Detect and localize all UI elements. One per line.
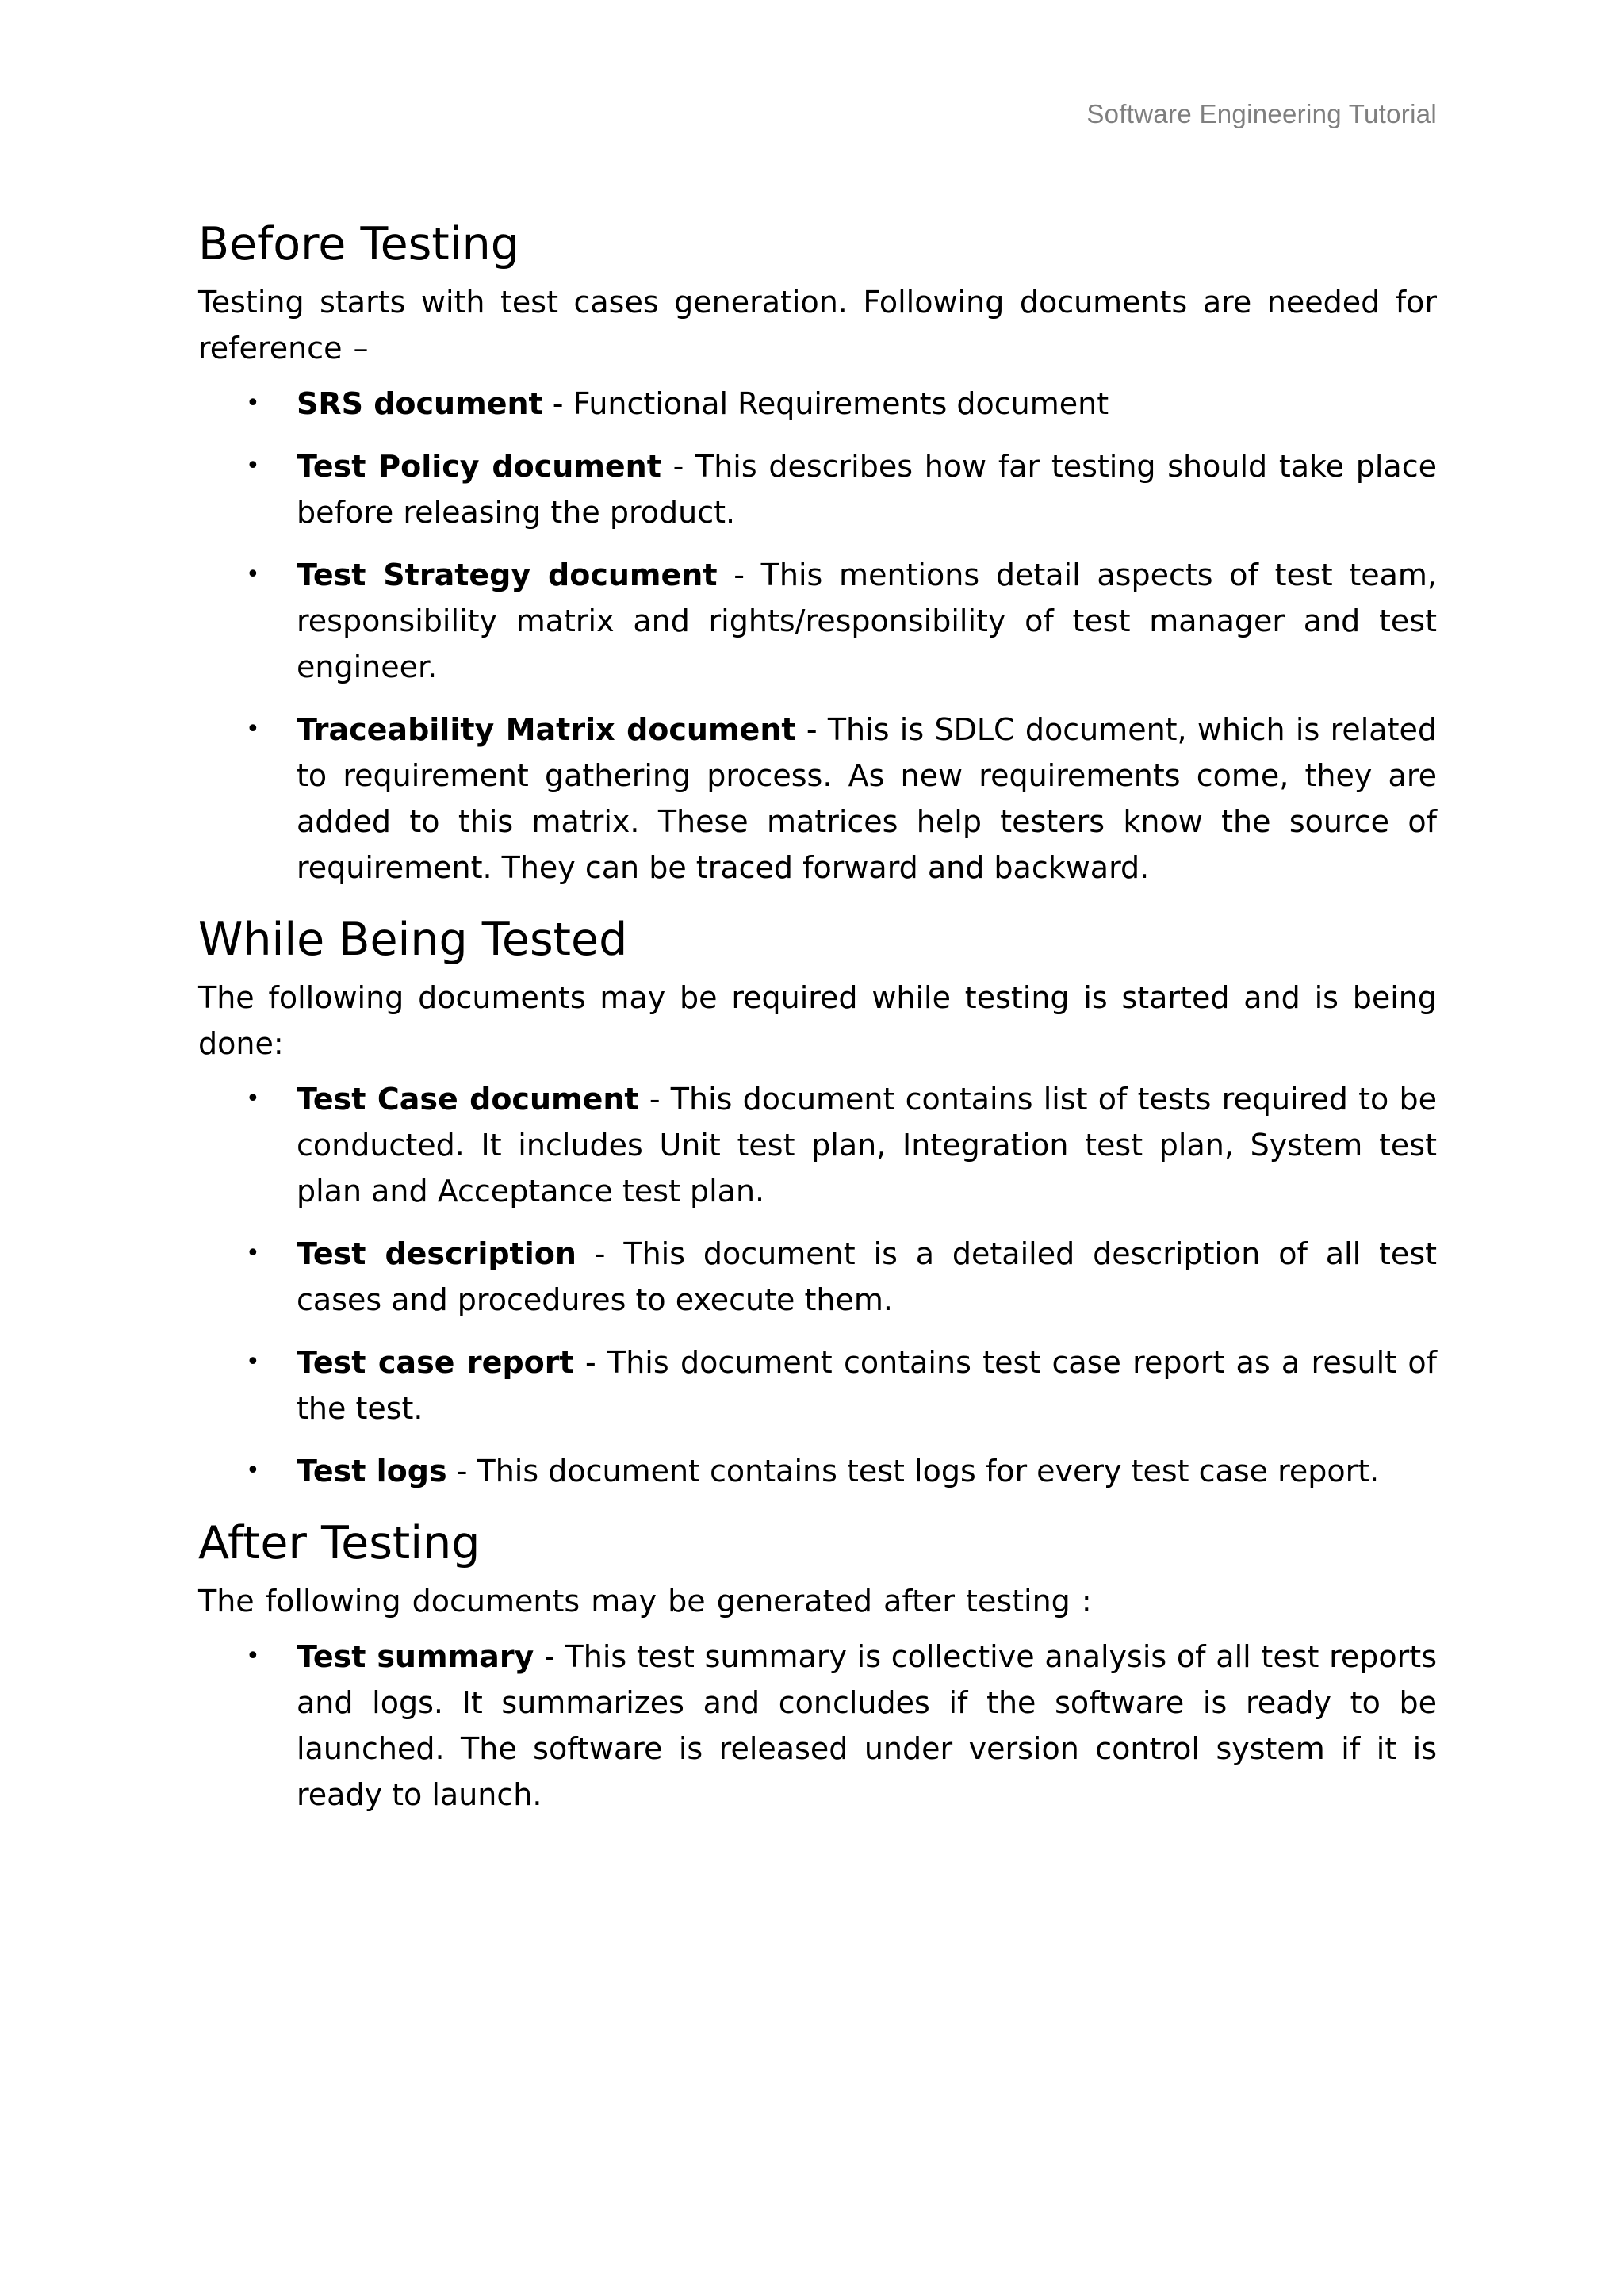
item-term: Test description <box>297 1236 576 1271</box>
document-body <box>198 213 1437 1822</box>
bullet-icon: • <box>246 1457 260 1485</box>
item-description: - This mentions detail aspects of test team, responsibility matrix and rights/responsibility of test manager and test engineer. <box>297 557 1438 684</box>
item-term: Test case report <box>297 1345 574 1380</box>
item-description: - This document contains list of tests required to be conducted. It includes Unit test plan, Integration test plan, System test plan and Acceptance test plan. <box>297 1082 1438 1209</box>
list-item <box>198 707 1437 891</box>
bullet-icon: • <box>246 1239 260 1267</box>
bullet-icon: • <box>246 1348 260 1376</box>
list-item <box>198 381 1437 427</box>
item-term: Test Case document <box>297 1082 639 1117</box>
document-list-before-testing <box>198 381 1437 891</box>
section-intro-while-being-tested: The following documents may be required while testing is started and is being done: <box>198 980 1437 1061</box>
document-list-while-being-tested <box>198 1076 1437 1494</box>
section-heading-while-being-tested: While Being Tested <box>198 914 628 966</box>
item-description: - This describes how far testing should take place before releasing the product. <box>297 449 1437 530</box>
section-intro-before-testing: Testing starts with test cases generation. Following documents are needed for reference – <box>198 285 1437 366</box>
item-description: - Functional Requirements document <box>542 386 1109 421</box>
item-term: Test logs <box>297 1454 447 1488</box>
section-heading-after-testing: After Testing <box>198 1517 481 1569</box>
list-item <box>198 1339 1437 1431</box>
item-description: - This document is a detailed description of all test cases and procedures to execute them. <box>297 1236 1438 1317</box>
list-item <box>198 1634 1437 1818</box>
item-term: Test summary <box>297 1639 534 1674</box>
list-item <box>198 1076 1437 1214</box>
item-term: Test Policy document <box>297 449 661 484</box>
list-item <box>198 443 1437 535</box>
item-description: - This test summary is collective analysis of all test reports and logs. It summarizes and concludes if the software is ready to be launched. The software is released under version control system if it is ready to launch. <box>297 1639 1437 1812</box>
item-term: Traceability Matrix document <box>297 712 796 747</box>
list-item <box>198 552 1437 690</box>
bullet-icon: • <box>246 1642 260 1670</box>
bullet-icon: • <box>246 561 260 588</box>
item-term: Test Strategy document <box>297 557 718 592</box>
bullet-icon: • <box>246 715 260 743</box>
bullet-icon: • <box>246 389 260 417</box>
section-heading-before-testing: Before Testing <box>198 218 519 270</box>
item-description: - This document contains test logs for every test case report. <box>446 1454 1380 1488</box>
section-intro-after-testing: The following documents may be generated after testing : <box>198 1584 1092 1619</box>
list-item <box>198 1448 1437 1494</box>
item-term: SRS document <box>297 386 543 421</box>
list-item <box>198 1231 1437 1323</box>
bullet-icon: • <box>246 452 260 480</box>
item-description: - This is SDLC document, which is related to requirement gathering process. As new requirements come, they are added to this matrix. These matrices help testers know the source of requirement. They can be traced forward and backward. <box>297 712 1437 885</box>
document-list-after-testing <box>198 1634 1437 1818</box>
bullet-icon: • <box>246 1085 260 1113</box>
running-header: Software Engineering Tutorial <box>1086 99 1437 128</box>
item-description: - This document contains test case report as a result of the test. <box>297 1345 1437 1426</box>
